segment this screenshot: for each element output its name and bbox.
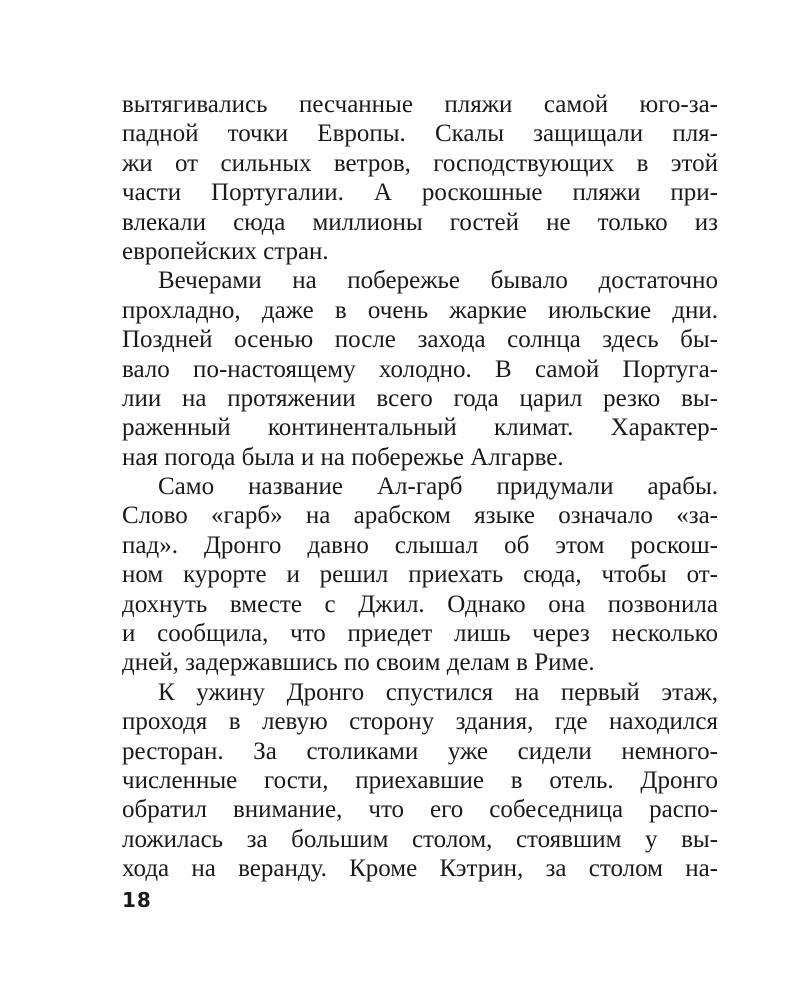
body-text <box>122 90 718 884</box>
text-line: проходя в левую сторону здания, где находился <box>122 708 718 736</box>
text-line: ная погода была и на побережье Алгарве. <box>122 443 564 471</box>
paragraph <box>122 472 718 678</box>
text-line: вытягивались песчанные пляжи самой юго-за- <box>122 91 718 118</box>
text-line: Слово «гарб» на арабском языке означало «за- <box>122 502 718 530</box>
paragraph <box>122 90 718 266</box>
text-line: влекали сюда миллионы гостей не только из <box>122 208 718 236</box>
text-line: дохнуть вместе с Джил. Однако она позвонила <box>122 590 718 618</box>
text-line: ложилась за большим столом, стоявшим у вы- <box>122 825 718 853</box>
text-line: Само название Ал-гарб придумали арабы. <box>158 473 718 501</box>
text-line: жи от сильных ветров, господствующих в этой <box>122 149 718 177</box>
text-line: численные гости, приехавшие в отель. Дронго <box>122 766 718 794</box>
text-line: падной точки Европы. Скалы защищали пля- <box>122 120 718 148</box>
text-line: лии на протяжении всего года царил резко вы- <box>122 384 718 412</box>
text-line: обратил внимание, что его собеседница распо- <box>122 796 718 824</box>
text-line: хода на веранду. Кроме Кэтрин, за столом на- <box>122 855 718 883</box>
text-line: вало по-настоящему холодно. В самой Португа- <box>122 355 718 383</box>
text-line: и сообщила, что приедет лишь через несколько <box>122 620 718 648</box>
text-line: части Португалии. А роскошные пляжи при- <box>122 179 718 207</box>
paragraph <box>122 266 718 472</box>
text-line: Поздней осенью после захода солнца здесь бы- <box>122 326 718 354</box>
text-line: ресторан. За столиками уже сидели немного- <box>122 737 718 765</box>
text-line: раженный континентальный климат. Характер- <box>122 414 718 442</box>
text-line: дней, задержавшись по своим делам в Риме. <box>122 649 595 677</box>
paragraph <box>122 678 718 884</box>
text-line: европейских стран. <box>122 237 329 265</box>
text-line: Вечерами на побережье бывало достаточно <box>158 267 718 295</box>
text-line: прохладно, даже в очень жаркие июльские дни. <box>122 296 718 324</box>
text-line: К ужину Дронго спустился на первый этаж, <box>158 678 718 706</box>
text-line: пад». Дронго давно слышал об этом роскош- <box>122 531 718 559</box>
page-number: 18 <box>122 888 152 912</box>
text-line: ном курорте и решил приехать сюда, чтобы от- <box>122 561 718 589</box>
